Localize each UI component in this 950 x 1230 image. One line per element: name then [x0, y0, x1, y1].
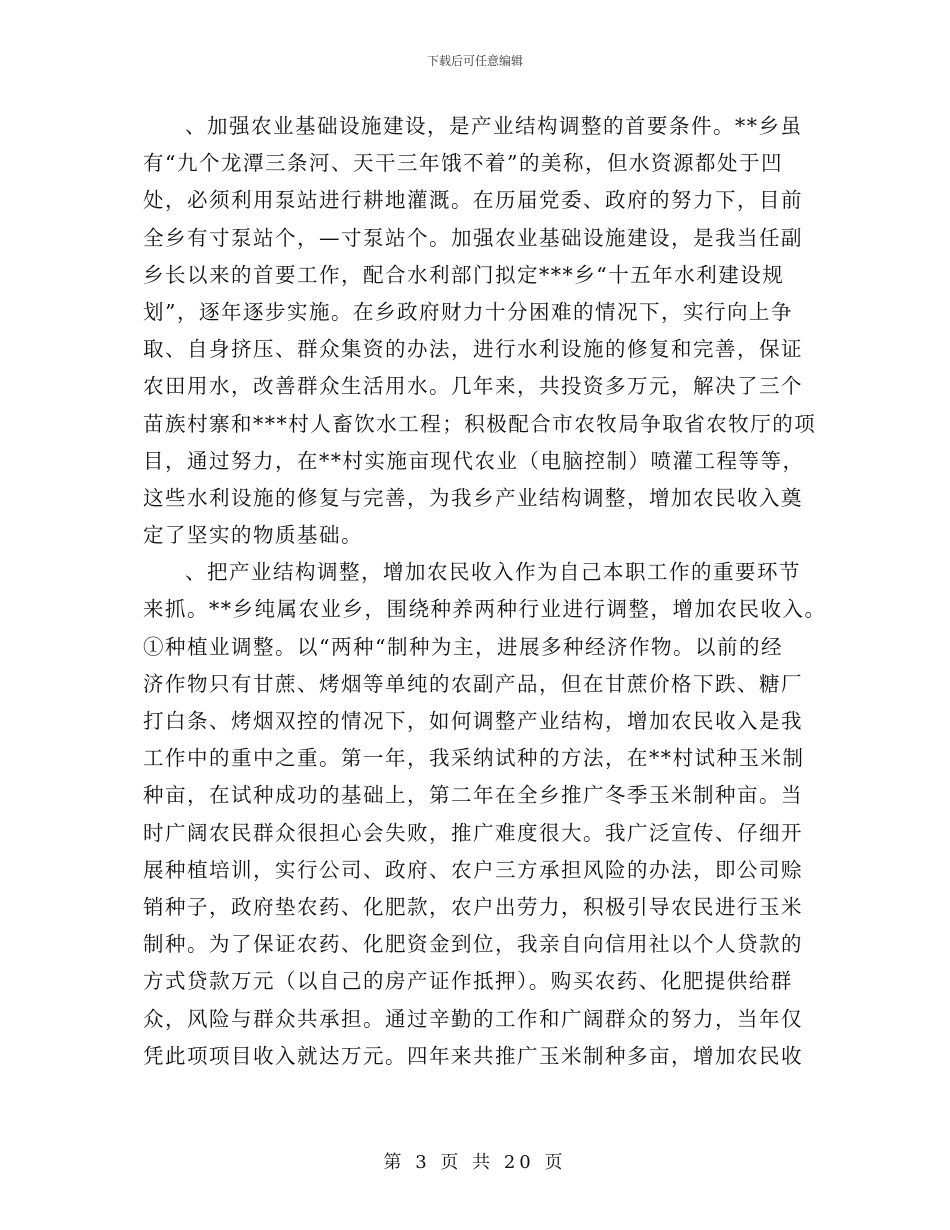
text-line: 乡长以来的首要工作，配合水利部门拟定***乡“十五年水利建设规 [143, 262, 785, 287]
text-line: 取、自身挤压、群众集资的办法，进行水利设施的修复和完善，保证 [143, 337, 803, 362]
text-line: 处，必须利用泵站进行耕地灌溉。在历届党委、政府的努力下，目前 [143, 188, 803, 213]
page-number-footer: 第 3 页 共 20 页 [383, 1152, 567, 1173]
text-line: 展种植培训，实行公司、政府、农户三方承担风险的办法，即公司赊 [143, 857, 803, 882]
text-line: ①种植业调整。以“两种“制种为主，进展多种经济作物。以前的经 [143, 634, 783, 659]
text-line: 济作物只有甘蔗、烤烟等单纯的农副产品，但在甘蔗价格下跌、糖厂 [143, 671, 803, 696]
text-line: 销种子，政府垫农药、化肥款，农户出劳力，积极引导农民进行玉米 [143, 894, 803, 919]
text-line: 工作中的重中之重。第一年，我采纳试种的方法，在**村试种玉米制 [143, 746, 805, 771]
document-body [143, 108, 827, 1075]
text-line: 定了坚实的物质基础。 [143, 523, 363, 548]
text-line: 制种。为了保证农药、化肥资金到位，我亲自向信用社以个人贷款的 [143, 932, 803, 957]
page-header: 下载后可任意编辑 [426, 54, 523, 68]
text-line: 种亩，在试种成功的基础上，第二年在全乡推广冬季玉米制种亩。当 [143, 783, 803, 808]
text-line: 打白条、烤烟双控的情况下，如何调整产业结构，增加农民收入是我 [143, 709, 803, 733]
text-line: 方式贷款万元（以自己的房产证作抵押）。购买农药、化肥提供给群 [143, 969, 793, 994]
text-line: 苗族村寨和***村人畜饮水工程；积极配合市农牧局争取省农牧厅的项 [143, 411, 817, 436]
text-line: 有“九个龙潭三条河、天干三年饿不着”的美称，但水资源都处于凹 [143, 151, 783, 176]
text-line: 凭此项项目收入就达万元。四年来共推广玉米制种多亩，增加农民收 [143, 1043, 803, 1068]
text-line: 农田用水，改善群众生活用水。几年来，共投资多万元，解决了三个 [143, 374, 803, 399]
text-line: 划”，逐年逐步实施。在乡政府财力十分困难的情况下，实行向上争 [143, 299, 793, 324]
text-line: 时广阔农民群众很担心会失败，推广难度很大。我广泛宣传、仔细开 [143, 820, 803, 845]
text-line: 来抓。**乡纯属农业乡，围绕种养两种行业进行调整，增加农民收入。 [143, 597, 827, 622]
text-line: 众，风险与群众共承担。通过辛勤的工作和广阔群众的努力，当年仅 [143, 1006, 803, 1031]
text-line: 目，通过努力，在**村实施亩现代农业（电脑控制）喷灌工程等等， [143, 448, 805, 473]
text-line: 、加强农业基础设施建设，是产业结构调整的首要条件。**乡虽 [185, 114, 803, 138]
text-line: 全乡有寸泵站个，—寸泵站个。加强农业基础设施建设，是我当任副 [143, 225, 803, 250]
text-line: 这些水利设施的修复与完善，为我乡产业结构调整，增加农民收入奠 [143, 485, 803, 510]
text-line: 、把产业结构调整，增加农民收入作为自己本职工作的重要环节 [185, 560, 801, 585]
